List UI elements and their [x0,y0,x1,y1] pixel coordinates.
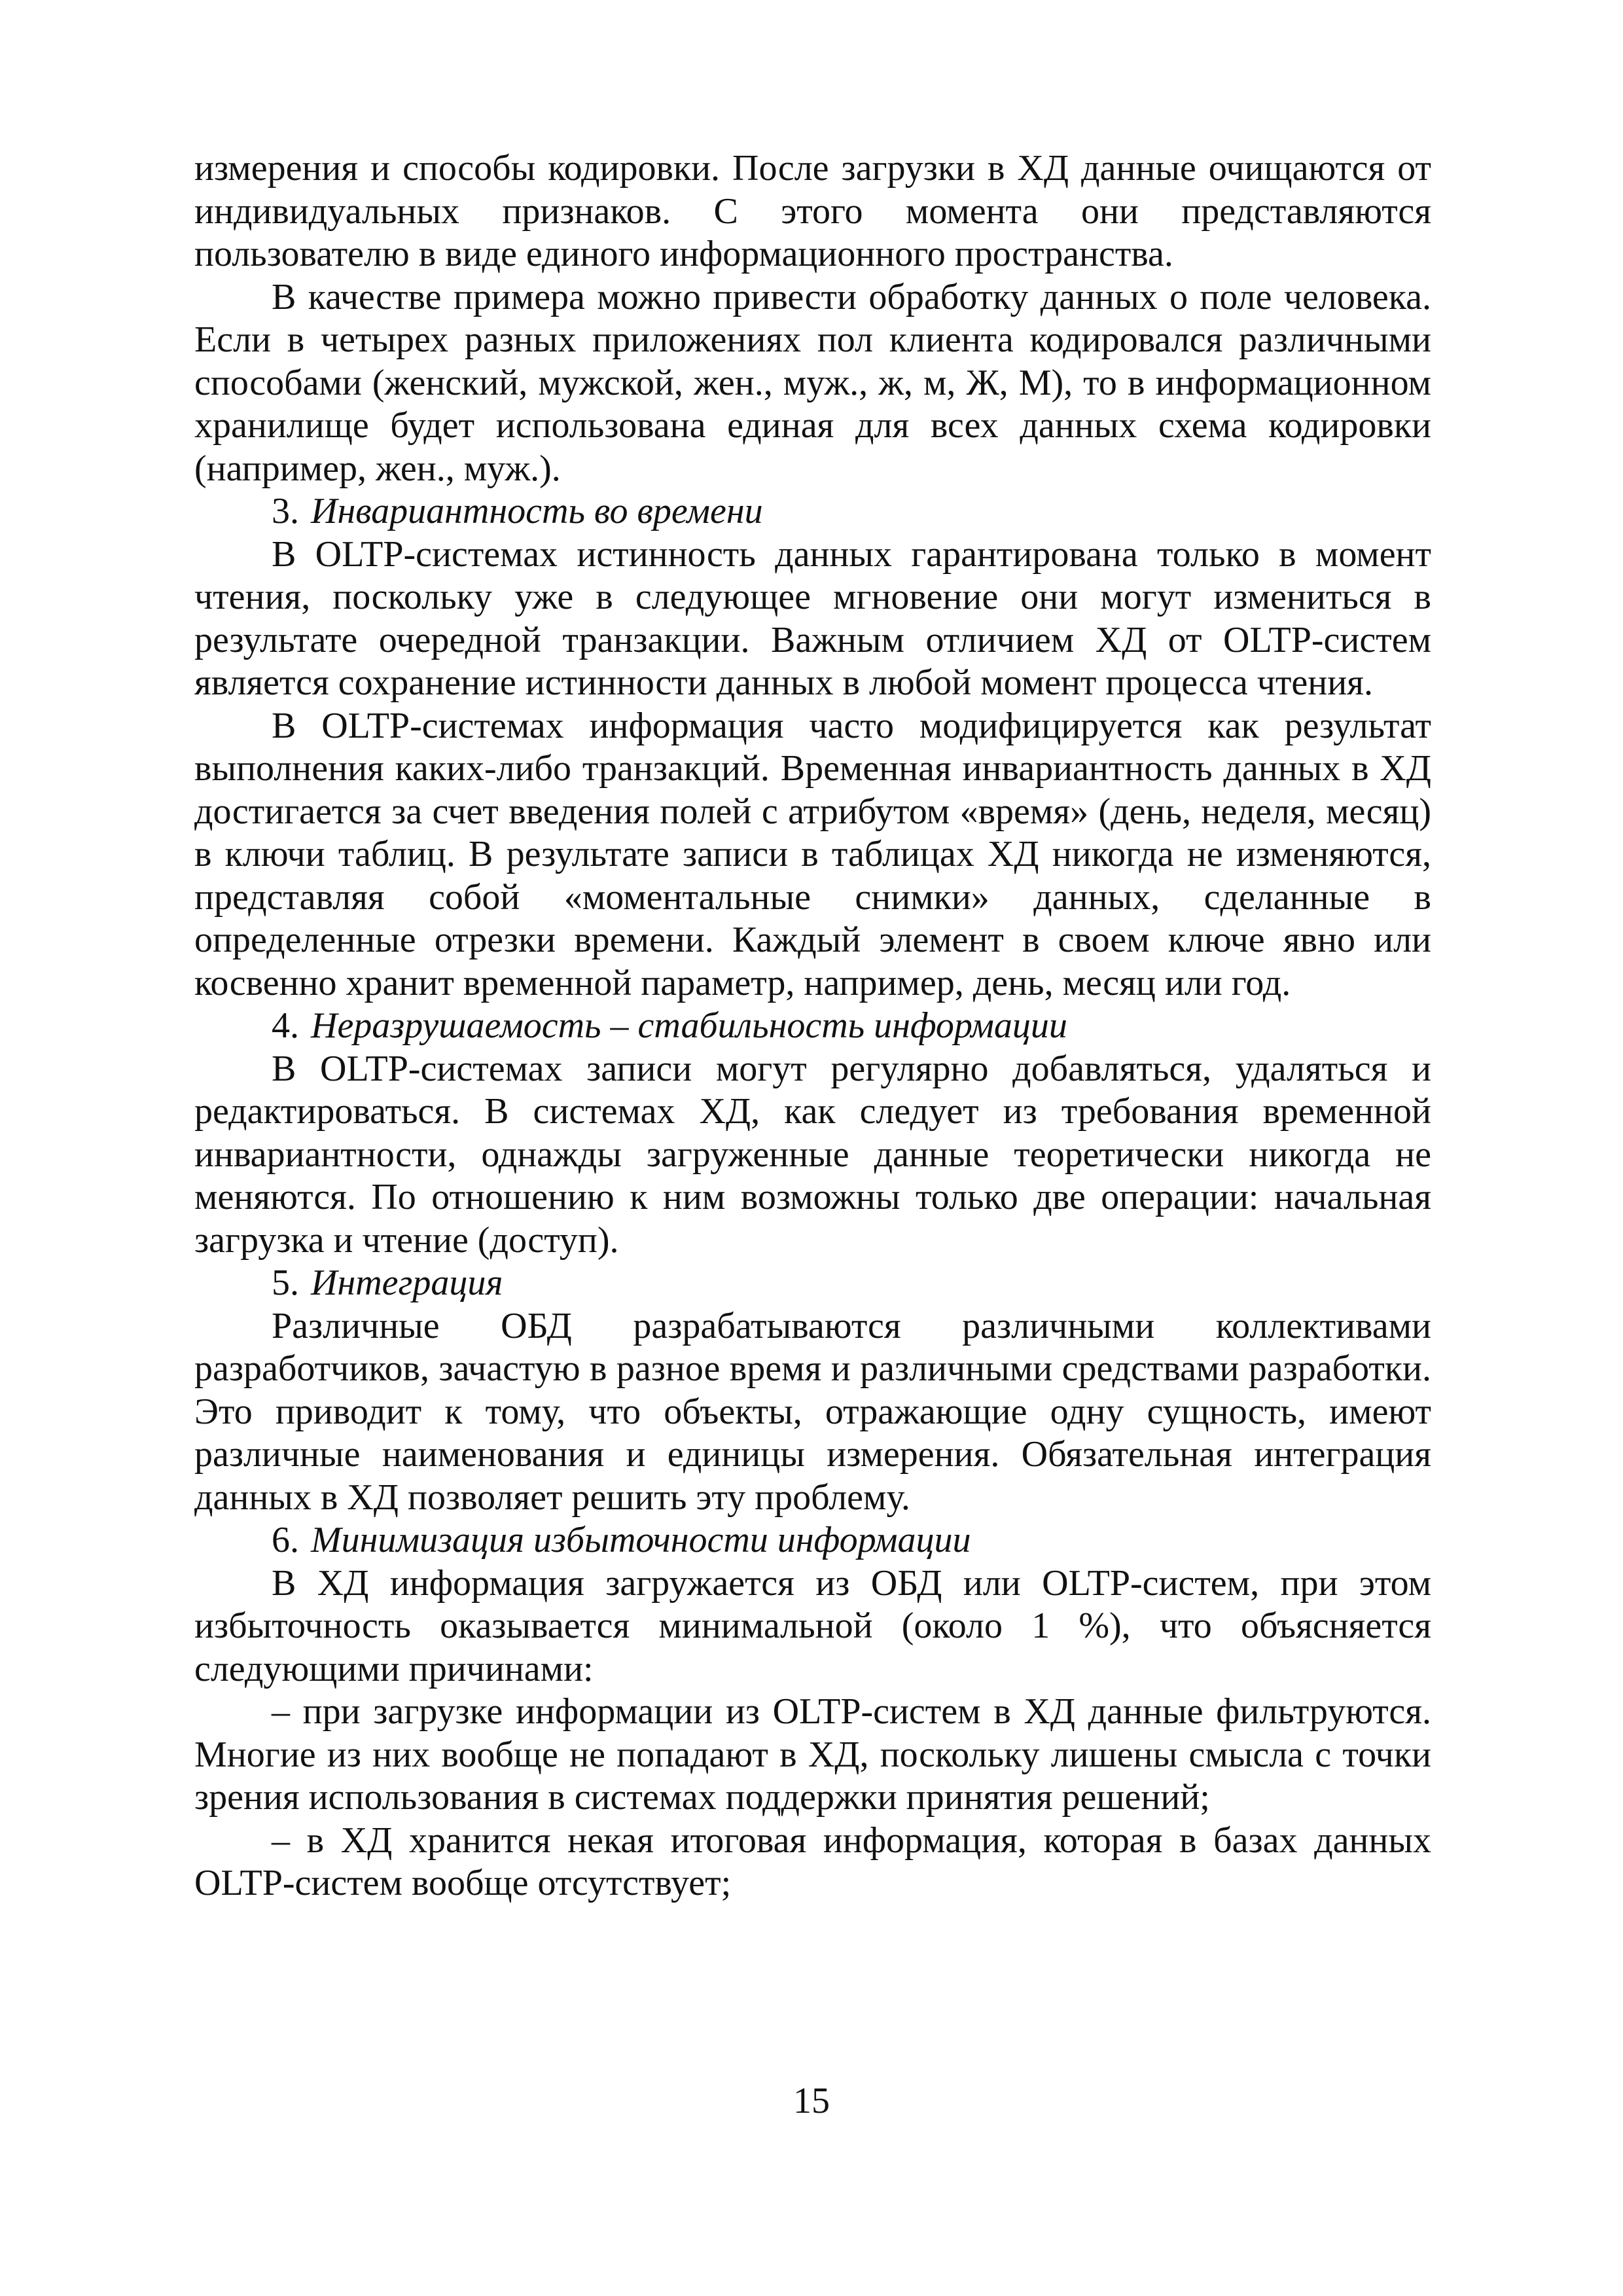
paragraph-example-gender-coding: В качестве примера можно привести обработку данных о поле человека. Если в четырех разных приложениях пол клиента кодировался различными способами (женский, мужской, жен., муж., ж, м, Ж, М), то в информационном хранилище будет использована единая для всех данных схема кодировки (например, жен., муж.). [194,276,1431,489]
paragraph-stability: В OLTP-системах записи могут регулярно добавляться, удаляться и редактироваться. В системах ХД, как следует из требования временной инвариантности, однажды загруженные данные теоретически никогда не меняются. По отношению к ним возможны только две операции: начальная загрузка и чтение (доступ). [194,1048,1431,1261]
section-title: Инвариантность во времени [311,491,763,531]
section-number: 5. [272,1263,299,1303]
paragraph-integration: Различные ОБД разрабатываются различными коллективами разработчиков, зачастую в разное время и различными средствами разработки. Это приводит к тому, что объекты, отражающие одну сущность, имеют различные наименования и единицы измерения. Обязательная интеграция данных в ХД позволяет решить эту проблему. [194,1305,1431,1518]
section-heading-4 [194,1005,1431,1048]
section-heading-3 [194,490,1431,533]
paragraph-redundancy: В ХД информация загружается из ОБД или OLTP-систем, при этом избыточность оказывается минимальной (около 1 %), что объясняется следующими причинами: [194,1562,1431,1689]
page-number: 15 [793,2081,830,2121]
list-item-summary-info: – в ХД хранится некая итоговая информация, которая в базах данных OLTP-систем вообще отсутствует; [194,1820,1431,1903]
paragraph-time-invariance: В OLTP-системах информация часто модифицируется как результат выполнения каких-либо транзакций. Временная инвариантность данных в ХД достигается за счет введения полей с атрибутом «время» (день, неделя, месяц) в ключи таблиц. В результате записи в таблицах ХД никогда не изменяются, представляя собой «моментальные снимки» данных, сделанные в определенные отрезки времени. Каждый элемент в своем ключе явно или косвенно хранит временной параметр, например, день, месяц или год. [194,705,1431,1003]
section-number: 6. [272,1520,299,1560]
section-title: Интеграция [311,1263,503,1303]
section-heading-5 [194,1262,1431,1305]
section-number: 4. [272,1005,299,1046]
section-heading-6 [194,1519,1431,1562]
paragraph-oltp-truth: В OLTP-системах истинность данных гарантирована только в момент чтения, поскольку уже в следующее мгновение они могут измениться в результате очередной транзакции. Важным отличием ХД от OLTP-систем является сохранение истинности данных в любой момент процесса чтения. [194,533,1431,703]
section-title: Неразрушаемость – стабильность информации [311,1005,1067,1046]
section-title: Минимизация избыточности информации [311,1520,971,1560]
list-item-filtering: – при загрузке информации из OLTP-систем в ХД данные фильтруются. Многие из них вообще не попадают в ХД, поскольку лишены смысла с точки зрения использования в системах поддержки принятия решений; [194,1691,1431,1818]
section-number: 3. [272,491,299,531]
page-body [194,147,1431,1905]
paragraph-continuation: измерения и способы кодировки. После загрузки в ХД данные очищаются от индивидуальных признаков. С этого момента они представляются пользователю в виде единого информационного пространства. [194,148,1431,274]
